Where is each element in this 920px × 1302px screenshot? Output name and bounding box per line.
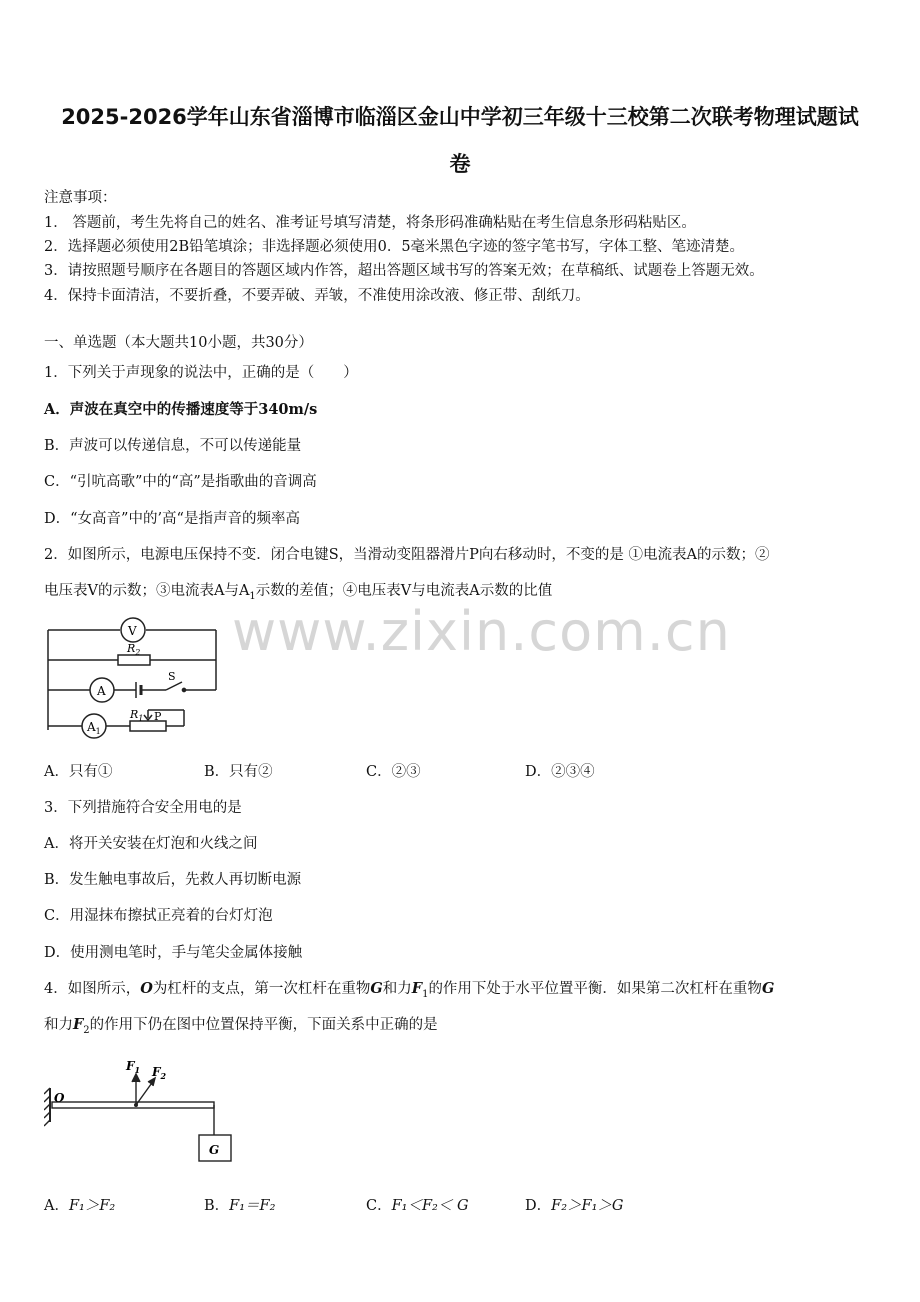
note-item-1: 1． 答题前，考生先将自己的姓名、准考证号填写清楚，将条形码准确粘贴在考生信息条形码粘贴区。 [44, 215, 696, 231]
q1-option-a: A．声波在真空中的传播速度等于340m/s [44, 401, 318, 418]
q2-option-c: C．②③ [366, 764, 421, 780]
q3-option-c: C．用湿抹布擦拭正亮着的台灯灯泡 [44, 908, 273, 924]
ammeter-label: A [97, 684, 106, 698]
q1-option-c: C．“引吭高歌”中的“高”是指歌曲的音调高 [44, 474, 317, 490]
q4-stem2-part-a: 和力 [44, 1017, 73, 1033]
q2-stem-part-b: 示数的差值；④电压表V与电流表A示数的比值 [255, 583, 553, 599]
q4-stem-part-b: 为杠杆的支点，第一次杠杆在重物 [152, 981, 371, 997]
q4-stem-part-c: 和力 [382, 981, 412, 997]
note-item-4: 4．保持卡面清洁，不要折叠，不要弄破、弄皱，不准使用涂改液、修正带、刮纸刀。 [44, 288, 590, 304]
r1-label: $R_1$ [130, 708, 144, 723]
q3-option-b: B．发生触电事故后，先救人再切断电源 [44, 872, 302, 888]
q4-option-a-letter: A． [44, 1198, 69, 1214]
q4-stem-f2-sub: 2 [83, 1024, 90, 1036]
q4-option-d-letter: D． [525, 1198, 552, 1214]
q4-stem-line1 [44, 977, 774, 1000]
q1-option-b: B．声波可以传递信息，不可以传递能量 [44, 438, 302, 454]
q2-stem-sub: 1 [249, 590, 256, 602]
q4-option-b-letter: B． [204, 1198, 230, 1214]
q4-stem-f2: F [73, 1016, 84, 1033]
pivot-label: O [54, 1091, 65, 1105]
q1-option-d: D．“女高音”中的’高“是指声音的频率高 [44, 511, 300, 527]
q4-option-a-expr: F₁＞F₂ [68, 1198, 116, 1214]
q4-stem-part-a: 4．如图所示， [44, 981, 141, 997]
q4-stem-part-d: 的作用下处于水平位置平衡．如果第二次杠杆在重物 [428, 981, 762, 997]
q3-stem: 3．下列措施符合安全用电的是 [44, 800, 242, 816]
document-title-line2: 卷 [449, 152, 471, 176]
slider-label: P [154, 710, 162, 723]
q4-option-a [44, 1194, 115, 1215]
q4-stem2-part-b: 的作用下仍在图中位置保持平衡，下面关系中正确的是 [89, 1017, 438, 1033]
q4-stem-g: G [370, 980, 383, 997]
note-item-3: 3．请按照题号顺序在各题目的答题区域内作答，超出答题区域书写的答案无效；在草稿纸、试题卷上答题无效。 [44, 263, 764, 279]
q2-option-a: A．只有① [44, 764, 113, 780]
q3-option-d: D．使用测电笔时，手与笔尖金属体接触 [44, 945, 303, 961]
voltmeter-label: V [128, 624, 137, 638]
weight-label: G [209, 1143, 220, 1157]
q4-option-c [366, 1194, 469, 1215]
f2-label: $F_2$ [152, 1065, 167, 1081]
f1-label: $F_1$ [126, 1059, 141, 1075]
q2-option-d: D．②③④ [525, 764, 595, 780]
q4-option-d [525, 1194, 623, 1215]
section-heading: 一、单选题（本大题共10小题，共30分） [44, 335, 313, 351]
q2-option-b: B．只有② [204, 764, 273, 780]
watermark: www.zixin.com.cn [232, 600, 731, 663]
q3-option-a: A．将开关安装在灯泡和火线之间 [44, 836, 258, 852]
r2-label: $R_2$ [127, 642, 141, 657]
switch-label: S [168, 670, 176, 683]
ammeter1-label: $A_1$ [87, 720, 101, 736]
note-item-2: 2．选择题必须使用2B铅笔填涂；非选择题必须使用0．5毫米黑色字迹的签字笔书写，字体工整、笔迹清楚。 [44, 239, 745, 255]
q4-stem-line2 [44, 1013, 438, 1036]
q4-option-c-letter: C． [366, 1198, 392, 1214]
q1-stem: 1．下列关于声现象的说法中，正确的是（ ） [44, 365, 358, 381]
q4-option-c-expr: F₁＜F₂＜ G [391, 1198, 469, 1214]
q4-option-b-expr: F₁＝F₂ [229, 1198, 276, 1214]
q4-option-d-expr: F₂＞F₁＞G [551, 1198, 624, 1214]
q4-option-b [204, 1194, 275, 1215]
q2-stem-line2 [44, 579, 552, 602]
circuit-diagram [44, 614, 224, 744]
lever-diagram [44, 1050, 244, 1170]
q4-stem-f1-sub: 1 [422, 988, 429, 1000]
q4-stem-g2: G [761, 980, 775, 997]
q4-stem-o: O [140, 980, 153, 997]
notes-heading: 注意事项： [44, 190, 117, 206]
q2-stem-line1: 2．如图所示，电源电压保持不变．闭合电键S，当滑动变阻器滑片P向右移动时，不变的是 ①电流表A的示数；② [44, 547, 770, 563]
document-title-line1: 2025-2026学年山东省淄博市临淄区金山中学初三年级十三校第二次联考物理试题试 [61, 105, 859, 129]
q4-stem-f1: F [411, 980, 423, 997]
q2-stem-part-a: 电压表V的示数；③电流表A与A [44, 583, 250, 599]
